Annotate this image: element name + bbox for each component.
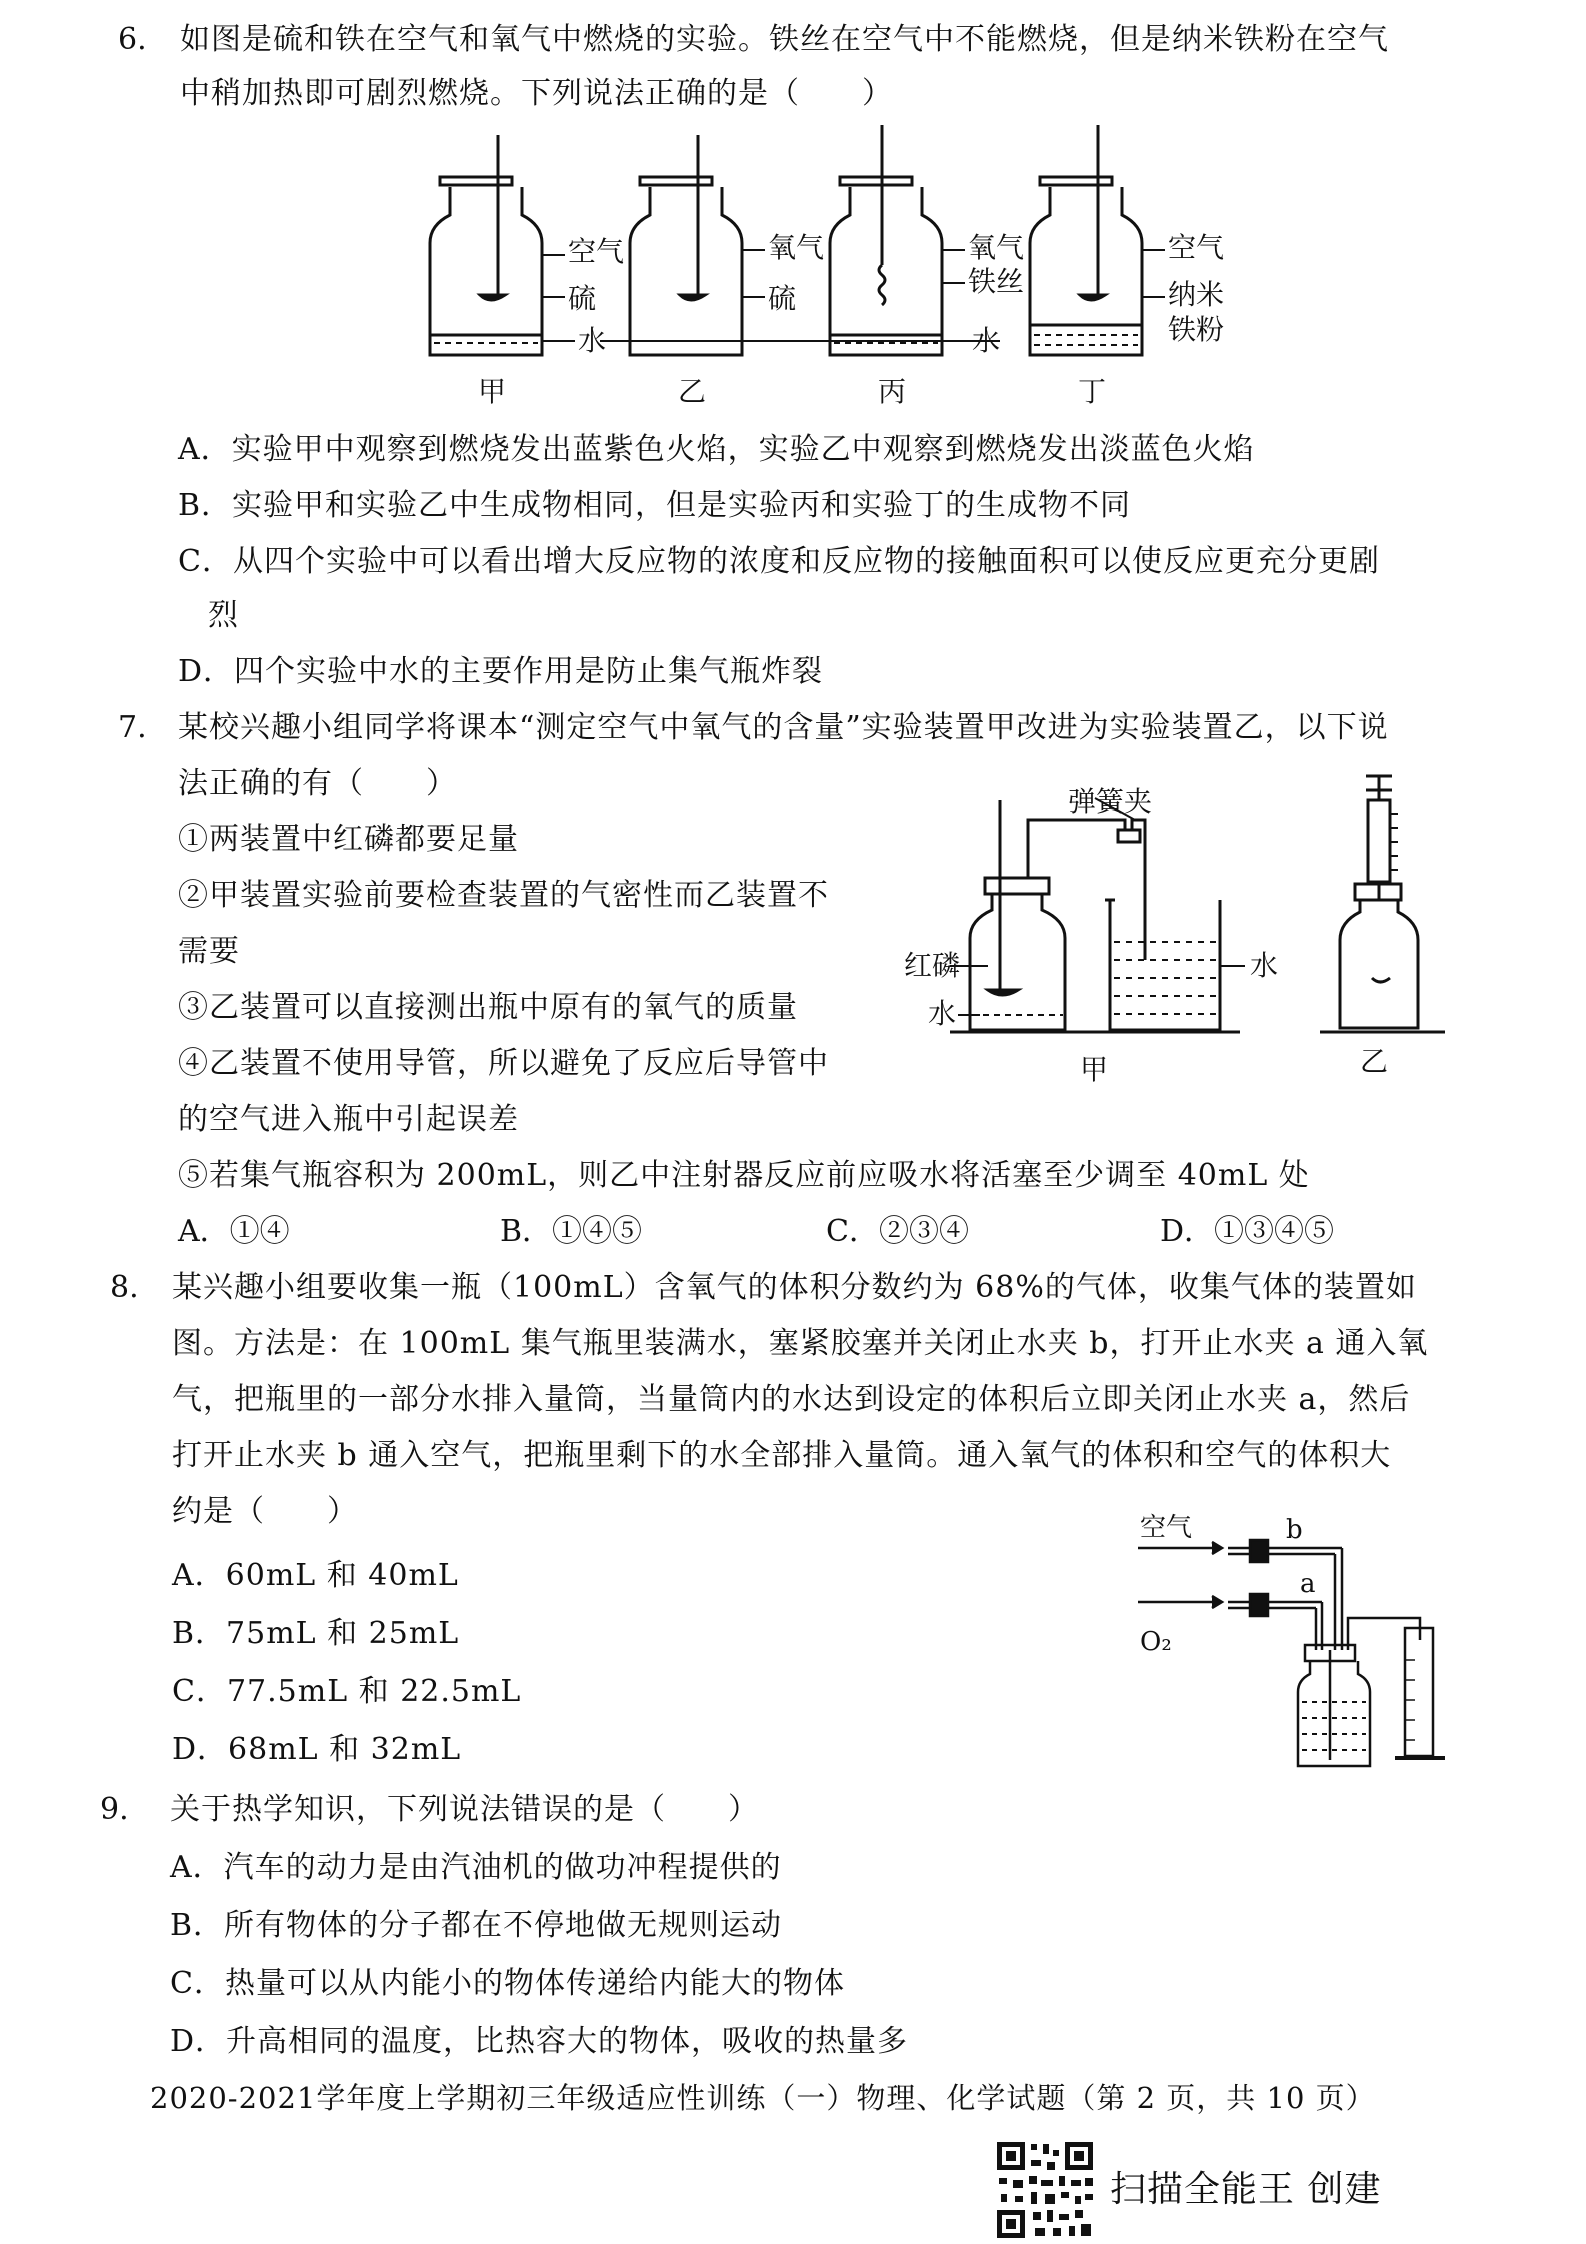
q6-caption-bing: 丙 (878, 375, 907, 408)
q7-statement-1: ①两装置中红磷都要足量 (178, 822, 519, 857)
q7-figure (900, 760, 1460, 1060)
q6-label-ding-air: 空气 (1168, 231, 1225, 264)
q6-label-water: 水 (578, 324, 607, 357)
q7-label-p: 红磷 (904, 949, 961, 982)
jar-jia (430, 135, 542, 355)
q9-option-b: B．所有物体的分子都在不停地做无规则运动 (170, 1908, 783, 1943)
q7-statement-2b: 需要 (178, 934, 240, 969)
q6-label-water2: 水 (972, 324, 1001, 357)
q8-line5: 约是（ ） (172, 1494, 358, 1529)
q6-label-yi-s: 硫 (768, 282, 797, 315)
q7-statement-5: ⑤若集气瓶容积为 200mL，则乙中注射器反应前应吸水将活塞至少调至 40mL 处 (178, 1158, 1310, 1193)
q6-number: 6. (118, 22, 147, 57)
q9-number: 9. (100, 1792, 129, 1827)
q7-statement-3: ③乙装置可以直接测出瓶中原有的氧气的质量 (178, 990, 798, 1025)
q6-stem-line2: 中稍加热即可剧烈燃烧。下列说法正确的是（ ） (180, 76, 893, 111)
q6-option-b: B．实验甲和实验乙中生成物相同，但是实验丙和实验丁的生成物不同 (178, 488, 1132, 523)
jar-yi (630, 135, 742, 355)
q8-label-b: b (1286, 1515, 1303, 1545)
jar-ding (1030, 125, 1142, 355)
q6-label-bing-fe: 铁丝 (968, 265, 1025, 298)
q7-statement-4a: ④乙装置不使用导管，所以避免了反应后导管中 (178, 1046, 829, 1081)
q6-label-jia-air: 空气 (568, 235, 625, 268)
q9-option-a: A．汽车的动力是由汽油机的做功冲程提供的 (170, 1850, 782, 1885)
q8-option-b: B．75mL 和 25mL (172, 1616, 460, 1651)
q6-option-a: A．实验甲中观察到燃烧发出蓝紫色火焰，实验乙中观察到燃烧发出淡蓝色火焰 (178, 432, 1255, 467)
q6-label-yi-o2: 氧气 (768, 231, 825, 264)
q7-statement-4b: 的空气进入瓶中引起误差 (178, 1102, 519, 1137)
q6-stem-line1: 如图是硫和铁在空气和氧气中燃烧的实验。铁丝在空气中不能燃烧，但是纳米铁粉在空气 (180, 22, 1389, 57)
q8-line1: 某兴趣小组要收集一瓶（100mL）含氧气的体积分数约为 68%的气体，收集气体的装置如 (172, 1270, 1417, 1305)
q7-stem-line2: 法正确的有（ ） (178, 766, 457, 801)
q7-caption-yi: 乙 (1360, 1045, 1389, 1078)
q7-label-water-in: 水 (928, 997, 957, 1030)
q6-label-jia-s: 硫 (568, 282, 597, 315)
q7-caption-jia: 甲 (1080, 1053, 1109, 1086)
q8-option-c: C．77.5mL 和 22.5mL (172, 1674, 522, 1709)
page-footer: 2020-2021学年度上学期初三年级适应性训练（一）物理、化学试题（第 2 页，共 10 页） (150, 2081, 1376, 2115)
qr-code-icon (995, 2140, 1095, 2240)
q8-option-a: A．60mL 和 40mL (172, 1558, 459, 1593)
scanner-watermark: 扫描全能王 创建 (1110, 2169, 1382, 2210)
q8-line4: 打开止水夹 b 通入空气，把瓶里剩下的水全部排入量筒。通入氧气的体积和空气的体积大 (172, 1438, 1392, 1473)
q7-label-water-out: 水 (1250, 949, 1279, 982)
q7-option-c: C．②③④ (826, 1214, 969, 1249)
q6-figure (420, 125, 1220, 415)
q7-option-a: A．①④ (178, 1214, 290, 1249)
q8-label-air: 空气 (1140, 1513, 1193, 1543)
q6-option-c-line1: C．从四个实验中可以看出增大反应物的浓度和反应物的接触面积可以使反应更充分更剧 (178, 544, 1380, 579)
q8-label-a: a (1300, 1569, 1316, 1599)
q6-label-bing-o2: 氧气 (968, 231, 1025, 264)
q9-option-c: C．热量可以从内能小的物体传递给内能大的物体 (170, 1966, 845, 2001)
q6-option-c-line2: 烈 (208, 598, 239, 633)
q6-caption-yi: 乙 (678, 375, 707, 408)
q7-number: 7. (118, 710, 147, 745)
q6-caption-jia: 甲 (478, 375, 507, 408)
q8-label-o2: O₂ (1140, 1627, 1172, 1657)
q7-label-clip: 弹簧夹 (1068, 785, 1153, 818)
q8-line3: 气，把瓶里的一部分水排入量筒，当量筒内的水达到设定的体积后立即关闭止水夹 a，然后 (172, 1382, 1411, 1417)
jar-bing (830, 125, 942, 355)
q6-label-ding-nano2: 铁粉 (1168, 313, 1225, 346)
q8-figure (1130, 1510, 1470, 1770)
q9-option-d: D．升高相同的温度，比热容大的物体，吸收的热量多 (170, 2024, 909, 2059)
q6-option-d: D．四个实验中水的主要作用是防止集气瓶炸裂 (178, 654, 824, 689)
q8-number: 8. (110, 1270, 139, 1305)
q7-option-b: B．①④⑤ (500, 1214, 643, 1249)
q6-caption-ding: 丁 (1078, 375, 1107, 408)
q7-stem-line1: 某校兴趣小组同学将课本“测定空气中氧气的含量”实验装置甲改进为实验装置乙，以下说 (178, 710, 1389, 745)
q9-stem: 关于热学知识，下列说法错误的是（ ） (170, 1792, 759, 1827)
q7-statement-2a: ②甲装置实验前要检查装置的气密性而乙装置不 (178, 878, 829, 913)
q8-line2: 图。方法是：在 100mL 集气瓶里装满水，塞紧胶塞并关闭止水夹 b，打开止水夹 a 通入氧 (172, 1326, 1429, 1361)
q7-option-d: D．①③④⑤ (1160, 1214, 1335, 1249)
q6-label-ding-nano1: 纳米 (1168, 278, 1225, 311)
q8-option-d: D．68mL 和 32mL (172, 1732, 462, 1767)
